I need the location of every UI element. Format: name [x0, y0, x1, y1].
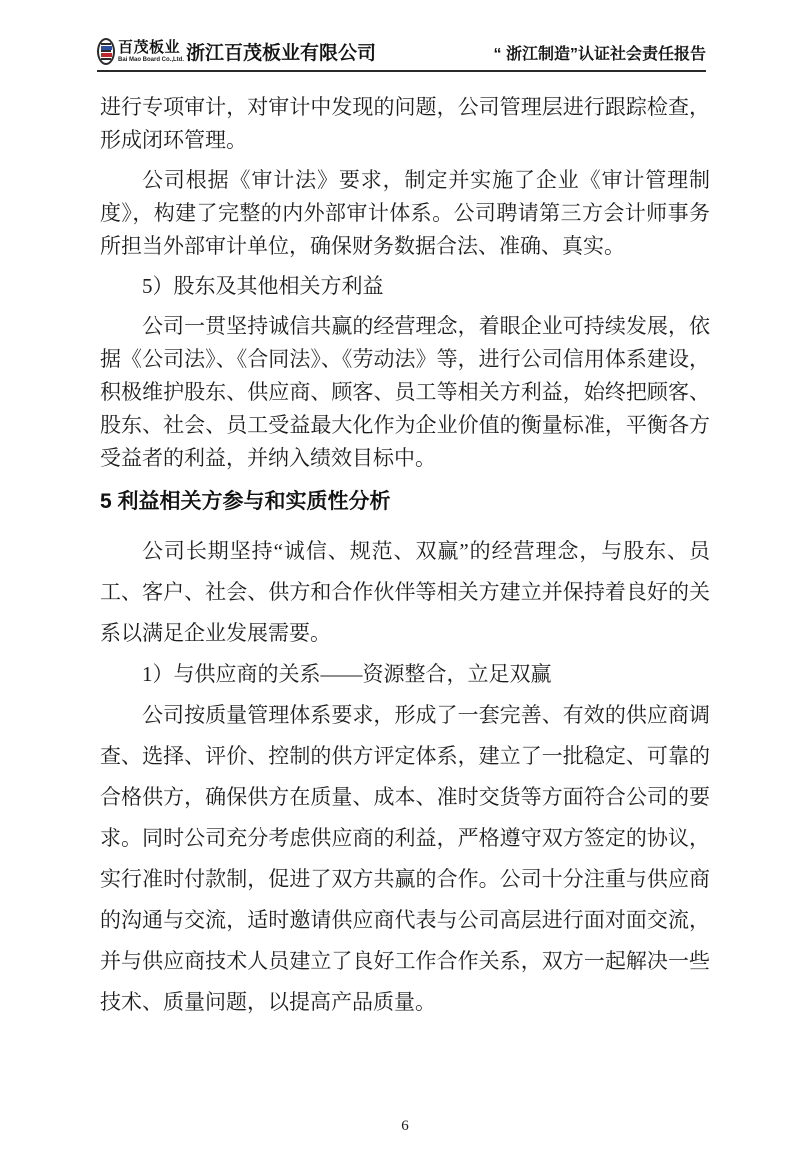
paragraph: 公司长期坚持“诚信、规范、双赢”的经营理念，与股东、员工、客户、社会、供方和合作伙伴等相关方建立并保持着良好的关系以满足企业发展需要。	[100, 539, 710, 645]
logo-emblem-icon	[97, 38, 115, 65]
section-heading: 5 利益相关方参与和实质性分析	[100, 490, 391, 513]
document-section-wide	[100, 531, 710, 1023]
company-logo	[97, 38, 184, 65]
paragraph: 进行专项审计，对审计中发现的问题，公司管理层进行跟踪检查，形成闭环管理。	[100, 95, 710, 152]
paragraph: 公司一贯坚持诚信共赢的经营理念，着眼企业可持续发展，依据《公司法》、《合同法》、《劳动法》等，进行公司信用体系建设，积极维护股东、供应商、顾客、员工等相关方利益，始终把顾客、股东、社会、员工受益最大化作为企业价值的衡量标准，平衡各方受益者的利益，并纳入绩效目标中。	[100, 314, 710, 470]
logo-name-en: Bai Mao Board Co.,Ltd.	[118, 57, 184, 63]
logo-text	[118, 40, 184, 63]
page-number: 6	[401, 1118, 409, 1134]
company-name: 浙江百茂板业有限公司	[186, 43, 377, 65]
paragraph: 公司根据《审计法》要求，制定并实施了企业《审计管理制度》，构建了完整的内外部审计体系。公司聘请第三方会计师事务所担当外部审计单位，确保财务数据合法、准确、真实。	[100, 168, 710, 258]
logo-name-cn: 百茂板业	[118, 39, 181, 56]
document-section-tight	[100, 91, 710, 475]
page-footer	[100, 1118, 710, 1135]
paragraph: 公司按质量管理体系要求，形成了一套完善、有效的供应商调查、选择、评价、控制的供方评定体系，建立了一批稳定、可靠的合格供方，确保供方在质量、成本、准时交货等方面符合公司的要求。同时公司充分考虑供应商的利益，严格遵守双方签定的协议，实行准时付款制，促进了双方共赢的合作。公司十分注重与供应商的沟通与交流，适时邀请供应商代表与公司高层进行面对面交流，并与供应商技术人员建立了良好工作合作关系，双方一起解决一些技术、质量问题，以提高产品质量。	[100, 703, 710, 1014]
page-header	[97, 38, 706, 72]
company-brand	[97, 38, 376, 65]
subsection-heading: 1）与供应商的关系——资源整合，立足双赢	[142, 662, 552, 686]
report-title: “ 浙江制造”认证社会责任报告	[493, 45, 706, 63]
subsection-heading: 5）股东及其他相关方利益	[142, 274, 384, 298]
document-body	[100, 91, 710, 1023]
